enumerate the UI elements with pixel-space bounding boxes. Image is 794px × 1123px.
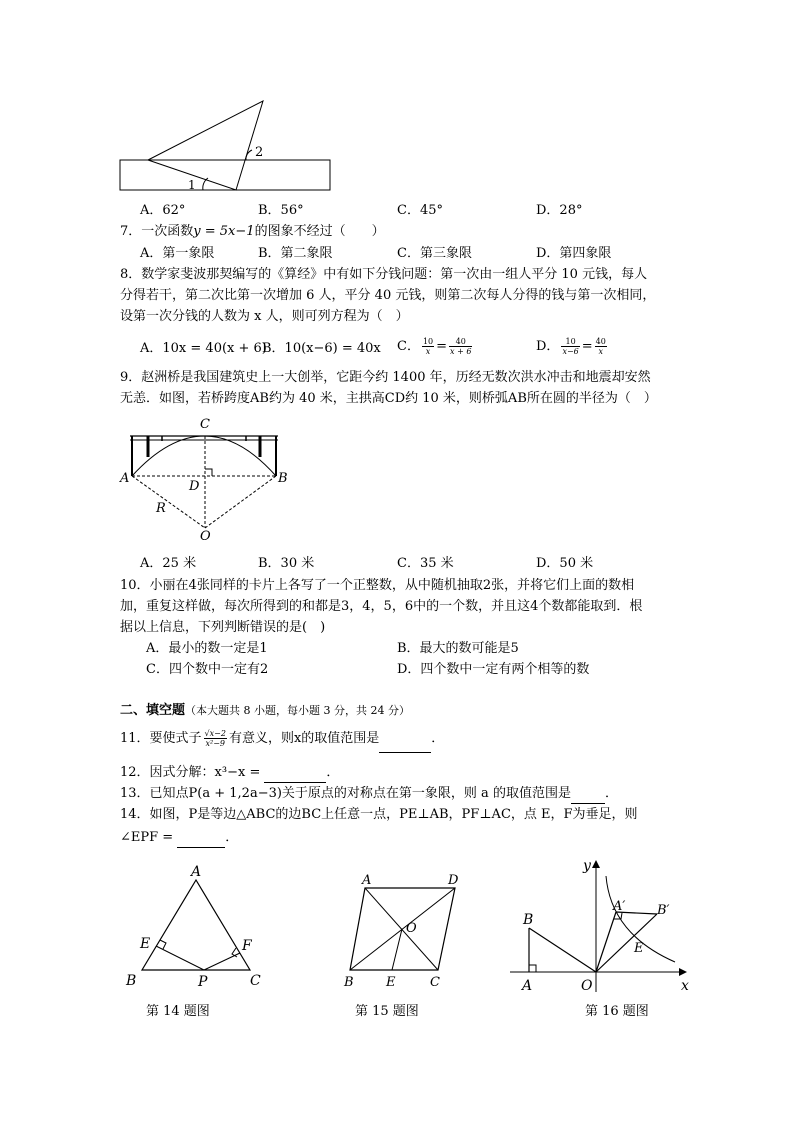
q6-option-c: C．45° [397, 203, 443, 218]
fig14-right-angle-f [232, 948, 237, 957]
q6-option-d: D．28° [536, 203, 583, 218]
q12-answer-blank[interactable] [264, 764, 326, 783]
fig16-label-b-prime: B′ [657, 903, 670, 918]
q6-option-b: B．56° [258, 203, 304, 218]
q7-option-c: C．第三象限 [397, 246, 472, 261]
q13: 13．已知点P(a + 1,2a−3)关于原点的对称点在第一象限，则 a 的取值范围是 ． [120, 785, 618, 804]
fig15-segment-oe [392, 929, 402, 970]
fig16-label-b: B [523, 912, 534, 928]
q10-line2: 加，重复这样做，每次所得到的和都是3，4，5，6中的一个数，并且这4个数都能取到．根 [120, 599, 643, 614]
q9-option-d: D．50 米 [536, 556, 594, 571]
q10-option-a: A．最小的数一定是1 [146, 641, 268, 656]
fig16-caption: 第 16 题图 [585, 1004, 649, 1019]
q6-label-1: 1 [188, 178, 196, 192]
q9-line1: 9．赵洲桥是我国建筑史上一大创举，它距今约 1400 年，历经无数次洪水冲击和地震却安然 [120, 370, 651, 385]
fig14-right-angle-e [160, 940, 166, 949]
fig16-segment-bo [529, 928, 596, 972]
q9-right-angle [205, 469, 212, 476]
q11-answer-blank[interactable] [379, 726, 431, 753]
fig16-label-y: y [583, 858, 591, 874]
q9-bridge-figure [118, 414, 293, 542]
fig15-label-o: O [406, 921, 417, 936]
q9-label-c: C [200, 417, 210, 432]
q6-triangle [148, 101, 263, 190]
q7-stem: 7．一次函数y = 5x−1的图象不经过（ ） [120, 224, 385, 239]
fig14-label-f: F [242, 938, 252, 954]
q8-option-d-frac1: $\frac{10}{x-6}$ [562, 337, 579, 356]
q8-option-d-frac2: $\frac{40}{x}$ [595, 337, 606, 356]
fig14-label-p: P [198, 974, 208, 990]
section2-heading: 二、填空题（本大题共 8 小题，每小题 3 分，共 24 分） [120, 703, 410, 718]
q7-option-d: D．第四象限 [536, 246, 612, 261]
fig16-label-o: O [581, 978, 593, 994]
q8-option-a: A．10x = 40(x + 6) [140, 341, 267, 356]
q6-ruler [120, 160, 330, 190]
fig15-label-c: C [430, 975, 440, 990]
fig14-triangle-abc [142, 880, 250, 970]
q8-option-d: D． $\frac{10}{x-6}$ = $\frac{40}{x}$ [536, 337, 606, 356]
q6-option-a: A．62° [140, 203, 186, 218]
fig16 [505, 852, 695, 997]
fig16-right-angle-a [529, 965, 536, 972]
fig15-label-a: A [362, 873, 372, 888]
q9-option-a: A．25 米 [140, 556, 197, 571]
fig15-label-e: E [386, 975, 396, 990]
q9-arc-ab [132, 436, 276, 476]
q7-option-a: A．第一象限 [140, 246, 215, 261]
q8-option-c: C． $\frac{10}{x}$ = $\frac{40}{x + 6}$ [397, 337, 472, 356]
q10-option-b: B．最大的数可能是5 [397, 641, 519, 656]
q10-line1: 10．小丽在4张同样的卡片上各写了一个正整数，从中随机抽取2张，并将它们上面的数相 [120, 578, 635, 593]
q8-line3: 设第一次分钱的人数为 x 人，则可列方程为（ ） [120, 309, 409, 324]
fig14-label-a: A [191, 864, 202, 880]
q9-option-b: B．30 米 [258, 556, 315, 571]
q8-option-b: B．10(x−6) = 40x [262, 341, 381, 356]
q6-label-2: 2 [255, 145, 264, 160]
fig16-label-a-prime: A′ [613, 899, 626, 914]
q9-label-b: B [278, 471, 288, 486]
fig15-diagonal-bd [350, 888, 455, 970]
q8-option-c-frac2: $\frac{40}{x + 6}$ [450, 337, 472, 356]
q9-label-r: R [156, 501, 166, 516]
fig14-label-e: E [140, 936, 151, 952]
q6-figure [118, 98, 338, 193]
fig14 [120, 860, 270, 995]
fig16-x-arrow [679, 968, 687, 976]
fig16-label-a: A [522, 978, 533, 994]
fig16-label-x: x [681, 978, 689, 994]
q12: 12．因式分解：x³−x = ． [120, 764, 339, 783]
q13-answer-blank[interactable] [571, 785, 605, 804]
fig14-label-c: C [250, 973, 261, 989]
fig15 [340, 870, 470, 995]
q11-fraction: $\frac{√x-2}{\text{x²−9}}$ [204, 729, 226, 748]
q10-option-c: C．四个数中一定有2 [146, 662, 269, 677]
q8-line1: 8．数学家斐波那契编写的《算经》中有如下分钱问题：第一次由一组人平分 10 元钱，每人 [120, 267, 648, 282]
q9-label-d: D [189, 479, 200, 494]
fig16-label-e: E [634, 941, 644, 956]
q14-answer-blank[interactable] [177, 829, 225, 848]
q10-option-d: D．四个数中一定有两个相等的数 [397, 662, 590, 677]
q11: 11．要使式子 $\frac{√x-2}{\text{x²−9}}$ 有意义，则x的取值范围是 ． [120, 726, 444, 753]
q7-option-b: B．第二象限 [258, 246, 333, 261]
fig15-caption: 第 15 题图 [355, 1004, 419, 1019]
q10-line3: 据以上信息，下列判断错误的是( ) [120, 620, 326, 635]
fig16-y-arrow [592, 860, 600, 868]
fig14-segment-pe [156, 946, 204, 970]
q9-line2: 无恙．如图，若桥跨度AB约为 40 米，主拱高CD约 10 米，则桥弧AB所在圆的半径为（ ） [120, 391, 657, 406]
q8-option-c-frac1: $\frac{10}{x}$ [422, 337, 434, 356]
fig15-label-b: B [344, 975, 354, 990]
q9-radius-bo [205, 476, 276, 528]
q9-option-c: C．35 米 [397, 556, 454, 571]
q9-label-o: O [200, 529, 211, 544]
fig14-label-b: B [126, 973, 137, 989]
q14-line2: ∠EPF = ． [120, 829, 238, 848]
q9-label-a: A [120, 471, 130, 486]
fig15-label-d: D [448, 873, 459, 888]
q8-line2: 分得若干，第二次比第一次增加 6 人，平分 40 元钱，则第二次每人分得的钱与第一次相同， [120, 288, 656, 303]
fig14-caption: 第 14 题图 [146, 1004, 210, 1019]
q6-angle2-arc [246, 150, 252, 160]
q14-line1: 14．如图，P是等边△ABC的边BC上任意一点，PE⊥AB，PF⊥AC，点 E，F为垂足，则 [120, 807, 638, 822]
